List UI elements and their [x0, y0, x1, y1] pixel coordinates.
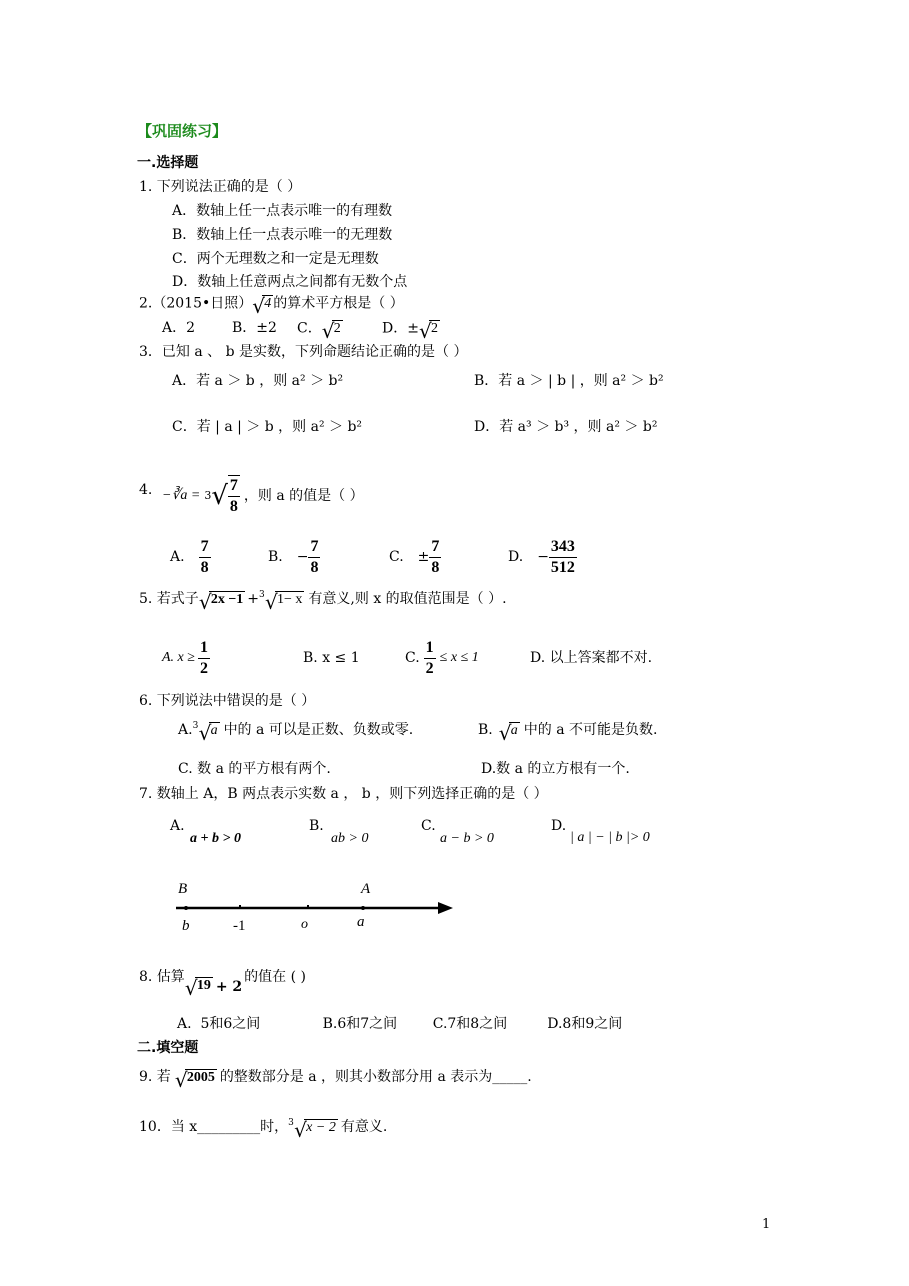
number-line-diagram: [170, 875, 460, 940]
q5-option-a: [162, 635, 210, 681]
q9-pre: 9. 若: [139, 1069, 171, 1085]
sqrt-expression: √ a: [498, 720, 518, 745]
point-b: [184, 906, 188, 910]
q3-option-a: A．若 a ＞ b ，则 a² ＞ b²: [172, 373, 344, 389]
q1-stem: 1. 下列说法正确的是（ ）: [139, 179, 302, 195]
num: 7: [429, 537, 441, 558]
opt-sign: −: [296, 549, 309, 565]
radicand: a: [210, 722, 218, 738]
q5-expr2: 1− x: [277, 591, 303, 607]
q7-option-d: | a | − | b |> 0: [570, 830, 650, 845]
q10-mid: 时，: [260, 1119, 289, 1135]
radicand: a: [510, 722, 518, 738]
cube-root-expression: 3 √ x − 2: [288, 1117, 336, 1142]
q9-post: 的整数部分是 a ，则其小数部分用 a 表示为_____.: [219, 1069, 532, 1085]
opt-label: B.: [268, 549, 283, 565]
opt-fraction: [199, 537, 211, 578]
q7-option-a: a + b > 0: [190, 831, 241, 846]
q5-plus: +: [247, 591, 260, 607]
q5-stem: [139, 585, 507, 613]
q6-option-c: C. 数 a 的平方根有两个.: [178, 761, 331, 777]
q7-option-c: a − b > 0: [440, 831, 494, 846]
opt-fraction: [198, 638, 210, 679]
opt-label: A.: [178, 722, 193, 738]
point-a: [361, 906, 365, 910]
q5-option-b: B. x ≤ 1: [303, 650, 360, 666]
q2-option-c-label: C．: [297, 320, 322, 337]
sqrt-expression: √ 2: [418, 319, 438, 343]
den: 512: [550, 558, 575, 576]
q6-option-b: [478, 716, 657, 744]
opt-fraction: [308, 537, 320, 578]
q6-option-a: [178, 716, 413, 744]
q1-option-a: A．数轴上任一点表示唯一的有理数: [172, 203, 393, 219]
q1-option-d: D．数轴上任意两点之间都有无数个点: [172, 274, 408, 290]
sqrt-expression: √ 2005: [174, 1067, 215, 1092]
q8-stem-pre: 8. 估算: [139, 969, 185, 985]
num: 1: [198, 638, 210, 659]
q4-stem-post: ，则 a 的值是（ ）: [243, 488, 364, 504]
q6-stem: 6. 下列说法中错误的是（ ）: [139, 693, 316, 709]
sqrt-expression: √ 2: [321, 319, 341, 343]
q4-option-d: [508, 534, 577, 580]
label-origin: o: [301, 917, 308, 932]
page-number: 1: [762, 1217, 771, 1232]
q10-post: 有意义.: [340, 1119, 388, 1135]
q3-option-c: C．若 | a | ＞ b ，则 a² ＞ b²: [172, 419, 363, 435]
opt-sign: ±: [417, 549, 430, 565]
q2-option-a: A．2: [162, 320, 196, 336]
q7-option-a-label: A.: [170, 818, 185, 834]
opt-fraction: [549, 537, 577, 578]
q2-option-d-label: D．±: [382, 320, 419, 337]
den: 8: [310, 558, 319, 576]
q10-radicand: x − 2: [306, 1119, 336, 1135]
q4-option-a: [170, 534, 211, 580]
q4-eq-left: −∛a =: [162, 488, 201, 503]
q2-option-d-radicand: 2: [430, 321, 438, 336]
q7-option-b-label: B.: [309, 818, 324, 834]
cube-root-expression: 3 √ 1− x: [259, 589, 303, 614]
q1-option-b: B．数轴上任一点表示唯一的无理数: [172, 227, 393, 243]
cube-root-index: 3: [204, 489, 212, 502]
radical-icon: √: [211, 481, 228, 511]
label-minus-one: -1: [233, 918, 246, 934]
q2-stem: [139, 294, 404, 318]
opt-text: ≤ x ≤ 1: [439, 650, 479, 665]
q8-radicand: 19: [196, 978, 211, 993]
cube-root-expression: 3 √ a: [192, 720, 218, 745]
q4-fraction: [228, 475, 240, 517]
q7-stem: 7. 数轴上 A，B 两点表示实数 a ， b ，则下列选择正确的是（ ）: [139, 786, 548, 802]
q10-blank: _________: [197, 1119, 261, 1135]
q5-expr1: 2x −1: [210, 591, 244, 607]
opt-label: A.: [170, 549, 185, 565]
opt-fraction: [429, 537, 441, 578]
q4-frac-den: 8: [229, 498, 238, 515]
opt-label: C.: [389, 549, 404, 565]
q8-stem: [139, 968, 306, 998]
opt-label: D.: [508, 549, 524, 565]
q2-option-d: [382, 319, 440, 343]
q6-option-d: D.数 a 的立方根有一个.: [481, 761, 630, 777]
opt-text: 中的 a 不可能是负数.: [523, 722, 658, 738]
section-title-fill: 二.填空题: [137, 1040, 199, 1056]
q4-number: 4.: [139, 482, 153, 498]
opt-sign: −: [537, 549, 549, 565]
q9-stem: [139, 1062, 532, 1092]
opt-label: C.: [405, 650, 420, 666]
q3-option-d: D．若 a³ ＞ b³ ，则 a² ＞ b²: [474, 419, 658, 435]
q10-stem: [139, 1112, 387, 1142]
q10-pre: 10．当 x: [139, 1119, 198, 1135]
q3-stem: 3．已知 a 、 b 是实数，下列命题结论正确的是（ ）: [139, 344, 468, 360]
q5-stem-pre: 5. 若式子: [139, 591, 199, 607]
q4-frac-num: 7: [228, 476, 240, 497]
q4-option-c: [389, 534, 441, 580]
opt-text: A. x ≥: [162, 650, 195, 665]
sqrt-expression: √ 2x −1: [198, 589, 244, 614]
num: 7: [308, 537, 320, 558]
q2-stem-pre: 2.（2015•日照）: [139, 295, 253, 312]
q8-plus: + 2: [215, 979, 243, 995]
q9-radicand: 2005: [186, 1069, 215, 1085]
q7-option-b: ab > 0: [331, 831, 369, 846]
q8-stem-post: 的值在 ( ): [244, 969, 306, 985]
num: 343: [549, 537, 577, 558]
den: 2: [199, 659, 208, 677]
label-a: a: [357, 914, 365, 930]
q5-stem-post: 有意义,则 x 的取值范围是（ ）.: [308, 591, 507, 607]
q2-stem-post: 的算术平方根是（ ）: [273, 295, 404, 312]
label-A: A: [361, 881, 371, 897]
den: 2: [425, 659, 434, 677]
q7-option-d-label: D.: [551, 818, 567, 834]
q2-option-b: B．±2: [232, 320, 277, 336]
q7-option-c-label: C.: [421, 818, 436, 834]
q2-option-c: [297, 319, 343, 343]
den: 8: [431, 558, 440, 576]
section-title-choice: 一.选择题: [137, 155, 199, 171]
q8-options: A. 5和6之间 B.6和7之间 C.7和8之间 D.8和9之间: [177, 1016, 623, 1032]
label-B: B: [178, 881, 188, 897]
opt-fraction: [424, 638, 436, 679]
q1-option-c: C．两个无理数之和一定是无理数: [172, 251, 379, 267]
q2-option-c-radicand: 2: [333, 321, 341, 336]
label-b: b: [182, 918, 190, 934]
arrow-icon: [438, 902, 453, 914]
q5-option-c: [405, 635, 479, 681]
q4-equation: [162, 471, 364, 521]
q2-radicand: 4: [264, 296, 272, 311]
q5-option-d: D. 以上答案都不对.: [530, 650, 653, 666]
sqrt-expression: √ 19: [184, 976, 211, 1000]
section-header: 【巩固练习】: [137, 122, 228, 140]
num: 1: [424, 638, 436, 659]
opt-text: 中的 a 可以是正数、负数或零.: [223, 722, 414, 738]
q3-option-b: B．若 a ＞ | b | ，则 a² ＞ b²: [474, 373, 664, 389]
num: 7: [199, 537, 211, 558]
opt-label: B.: [478, 722, 493, 738]
sqrt-expression: √ 4: [252, 294, 272, 318]
q4-option-b: [268, 534, 320, 580]
den: 8: [200, 558, 209, 576]
